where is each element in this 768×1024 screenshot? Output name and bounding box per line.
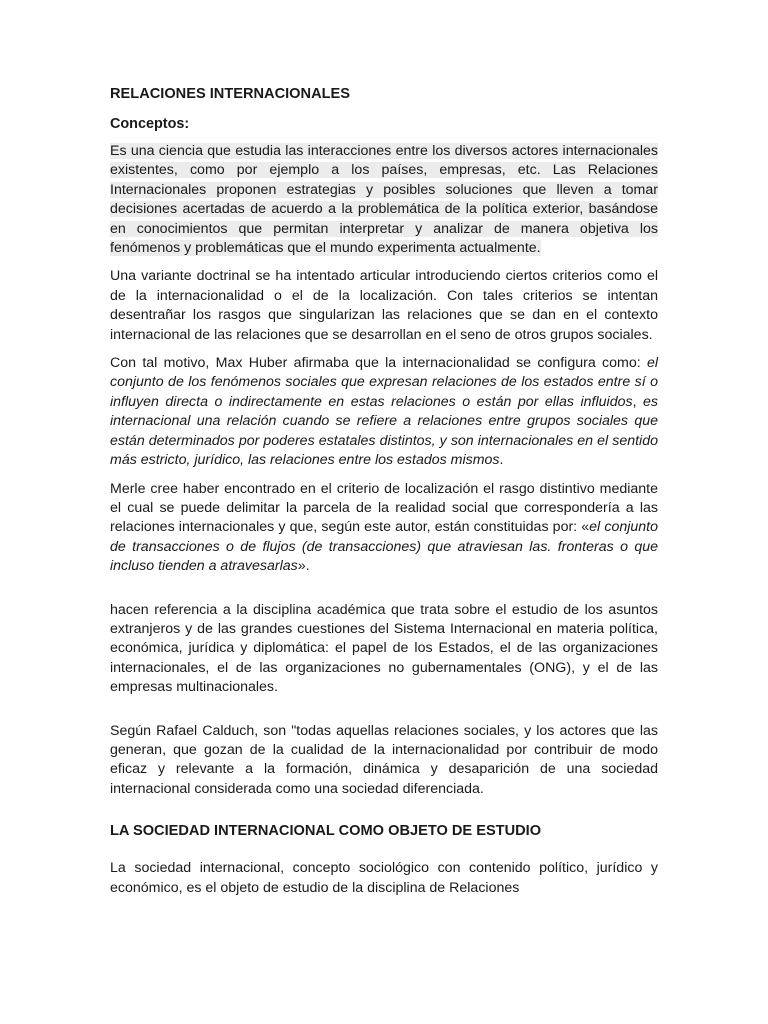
merle-end: ». (297, 558, 310, 575)
merle-quote: el conjunto de transacciones o de flujos (de transacciones) que atraviesan las. fronteras o que incluso tienden a atravesarlas (110, 519, 658, 575)
merle-intro: Merle cree haber encontrado en el criterio de localización el rasgo distintivo mediante el cual se puede delimitar la parcela de la realidad social que correspondería a las relaciones internacionales y que, según este autor, están constituidas por: « (110, 480, 658, 536)
document-body (110, 84, 658, 907)
paragraph-calduch: Según Rafael Calduch, son "todas aquellas relaciones sociales, y los actores que las generan, que gozan de la cualidad de la internacionalidad por contribuir de modo eficaz y relevante a la formación, dinámica y desaparición de una sociedad internacional considerada como una sociedad diferenciada. (110, 722, 658, 797)
paragraph-doctrinal-variant: Una variante doctrinal se ha intentado articular introduciendo ciertos criterios como el de la internacionalidad o el de la localización. Con tales criterios se intentan desentrañar los rasgos que singularizan las relaciones que se dan en el contexto internacional de las relaciones que se desarrollan en el seno de otros grupos sociales. (110, 268, 658, 343)
huber-end: . (499, 452, 504, 469)
huber-separator: , (632, 393, 644, 410)
paragraph-definition (110, 142, 658, 258)
paragraph-max-huber (110, 354, 658, 470)
highlighted-text: Es una ciencia que estudia las interacciones entre los diversos actores internacionales existentes, como por ejemplo a los países, empresas, etc. Las Relaciones Internacionales proponen estrategias y posibles soluciones que lleven a tomar decisiones acertadas de acuerdo a la problemática de la política exterior, basándose en conocimientos que permitan interpretar y analizar de manera objetiva los fenómenos y problemáticas que el mundo experimenta actualmente. (110, 143, 658, 257)
section-heading: LA SOCIEDAD INTERNACIONAL COMO OBJETO DE ESTUDIO (110, 823, 542, 840)
document-title: RELACIONES INTERNACIONALES (110, 86, 350, 102)
huber-intro: Con tal motivo, Max Huber afirmaba que la internacionalidad se configura como: (110, 355, 647, 372)
paragraph-merle (110, 480, 658, 577)
paragraph-academic-discipline: hacen referencia a la disciplina académica que trata sobre el estudio de los asuntos extranjeros y de las grandes cuestiones del Sistema Internacional en materia política, económica, jurídica y diplomática: el papel de los Estados, el de las organizaciones internacionales, el de las organizaciones no gubernamentales (ONG), y el de las empresas multinacionales. (110, 601, 658, 696)
concepts-label: Conceptos: (110, 116, 190, 132)
paragraph-international-society: La sociedad internacional, concepto sociológico con contenido político, jurídico y económico, es el objeto de estudio de la disciplina de Relaciones (110, 860, 658, 896)
huber-quote-1: el conjunto de los fenómenos sociales que expresan relaciones de los estados entre sí o influyen directa o indirectamente en estas relaciones o están por ellas influidos (110, 355, 658, 410)
huber-quote-2: es internacional una relación cuando se refiere a relaciones entre grupos sociales que están determinados por poderes estatales distintos, y son internacionales en el sentido más estricto, jurídico, las relaciones entre los estados mismos (110, 393, 658, 469)
